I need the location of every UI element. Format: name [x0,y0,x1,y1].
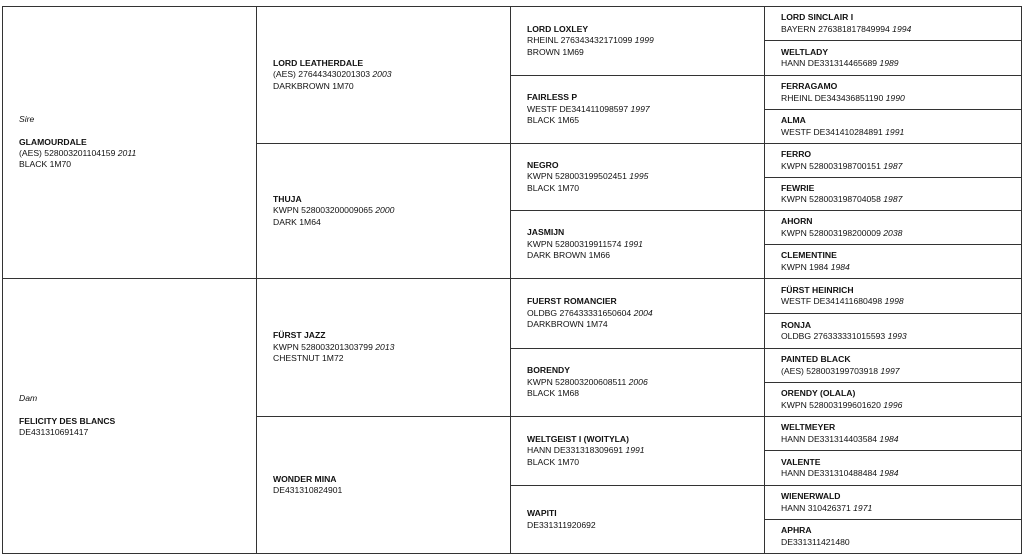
ancestor-registration: RHEINL DE343436851190 1990 [781,92,905,103]
ancestor-name: FEWRIE [781,182,815,193]
ancestor-color: BROWN 1M69 [527,46,584,57]
ancestor-card [764,382,1022,417]
ancestor-name: WELTMEYER [781,422,836,433]
ancestor-color: BLACK 1M70 [527,456,580,467]
ancestor-card [510,416,765,486]
ancestor-name: PAINTED BLACK [781,354,851,365]
ancestor-color: DARKBROWN 1M70 [273,80,354,91]
ancestor-card [764,177,1022,211]
ancestor-card [764,450,1022,486]
ancestor-color: DARKBROWN 1M74 [527,319,608,330]
ancestor-name: ALMA [781,115,806,126]
ancestor-registration: OLDBG 276333331015593 1993 [781,331,907,341]
ancestor-color: BLACK 1M65 [527,115,580,126]
ancestor-name: APHRA [781,525,812,536]
ancestor-name: FAIRLESS P [527,92,578,103]
ancestor-card [764,109,1022,144]
ancestor-name: FERRAGAMO [781,81,838,92]
ancestor-name: LORD SINCLAIR I [781,12,854,23]
ancestor-name: WELTGEIST I (WOITYLA) [527,433,629,444]
ancestor-card [764,40,1022,76]
ancestor-registration: KWPN 52800319911574 1991 [527,238,643,249]
ancestor-card [510,348,765,417]
ancestor-name: JASMIJN [527,227,565,238]
ancestor-card [510,75,765,144]
ancestor-card [256,416,511,554]
ancestor-registration: HANN DE331310488484 1984 [781,468,899,478]
ancestor-registration: WESTF DE341410284891 1991 [781,126,905,137]
ancestor-name: WONDER MINA [273,473,337,484]
ancestor-name: WIENERWALD [781,491,841,502]
ancestor-card [764,278,1022,314]
ancestor-registration: KWPN 528003200009065 2000 [273,205,395,216]
ancestor-name: FERRO [781,149,812,160]
ancestor-name: FÜRST JAZZ [273,330,326,341]
ancestor-registration: (AES) 528003199703918 1997 [781,365,900,376]
ancestor-registration: KWPN 528003198704058 1987 [781,194,903,204]
ancestor-sire [2,6,257,279]
ancestor-name: WAPITI [527,508,557,519]
ancestor-card [764,6,1022,41]
ancestor-name: WELTLADY [781,46,829,57]
ancestor-registration: DE431310824901 [273,485,343,495]
ancestor-color: CHESTNUT 1M72 [273,353,344,364]
ancestor-color: BLACK 1M68 [527,388,580,399]
ancestor-name: CLEMENTINE [781,250,837,261]
ancestor-registration: KWPN 528003198700151 1987 [781,160,903,171]
ancestor-dam [2,278,257,554]
ancestor-name: FUERST ROMANCIER [527,296,617,307]
ancestor-card [764,143,1022,178]
ancestor-registration: (AES) 276443430201303 2003 [273,69,392,80]
ancestor-registration: KWPN 528003201303799 2013 [273,341,395,352]
ancestor-color: DARK BROWN 1M66 [527,250,611,261]
ancestor-card [764,348,1022,383]
ancestor-registration: WESTF DE341411680498 1998 [781,296,904,306]
ancestor-name: BORENDY [527,365,570,376]
ancestor-color: BLACK 1M70 [527,182,580,193]
ancestor-registration: HANN DE331314465689 1989 [781,58,899,68]
ancestor-card [256,143,511,279]
ancestor-name: LORD LOXLEY [527,23,589,34]
ancestor-color: BLACK 1M70 [19,159,72,170]
ancestor-card [764,75,1022,110]
ancestor-card [256,278,511,417]
ancestor-registration: KWPN 1984 1984 [781,261,850,272]
ancestor-registration: DE431310691417 [19,427,89,438]
ancestor-registration: BAYERN 276381817849994 1994 [781,23,912,34]
ancestor-card [256,6,511,144]
ancestor-registration: KWPN 528003200608511 2006 [527,376,648,387]
ancestor-registration: HANN DE331318309691 1991 [527,445,645,456]
ancestor-card [764,485,1022,520]
ancestor-name: AHORN [781,216,813,227]
ancestor-registration: DE331311421480 [781,536,850,547]
ancestor-name: THUJA [273,193,302,204]
ancestor-registration: KWPN 528003199601620 1996 [781,399,903,410]
ancestor-registration: DE331311920692 [527,519,596,530]
ancestor-card [764,313,1022,349]
ancestor-registration: HANN DE331314403584 1984 [781,433,899,444]
ancestor-name: GLAMOURDALE [19,136,87,147]
ancestor-registration: KWPN 528003198200009 2038 [781,227,903,238]
ancestor-registration: (AES) 528003201104159 2011 [19,148,137,158]
ancestor-registration: HANN 310426371 1971 [781,502,873,513]
ancestor-name: NEGRO [527,159,559,170]
ancestor-card [510,6,765,76]
ancestor-name: VALENTE [781,456,821,467]
ancestor-card [764,416,1022,451]
ancestor-card [510,485,765,554]
ancestor-card [764,519,1022,554]
ancestor-name: LORD LEATHERDALE [273,57,364,68]
ancestor-card [510,278,765,349]
ancestor-color: DARK 1M64 [273,216,321,227]
ancestor-role: Sire [19,114,35,125]
ancestor-name: RONJA [781,319,812,330]
ancestor-registration: OLDBG 276433331650604 2004 [527,307,653,318]
ancestor-card [510,143,765,211]
ancestor-card [764,210,1022,245]
ancestor-name: FÜRST HEINRICH [781,284,854,295]
ancestor-registration: WESTF DE341411098597 1997 [527,103,650,114]
ancestor-name: FELICITY DES BLANCS [19,415,116,426]
ancestor-role: Dam [19,393,38,404]
ancestor-card [510,210,765,279]
ancestor-card [764,244,1022,279]
ancestor-registration: KWPN 528003199502451 1995 [527,171,649,182]
ancestor-name: ORENDY (OLALA) [781,388,856,399]
ancestor-registration: RHEINL 276343432171099 1999 [527,35,654,46]
